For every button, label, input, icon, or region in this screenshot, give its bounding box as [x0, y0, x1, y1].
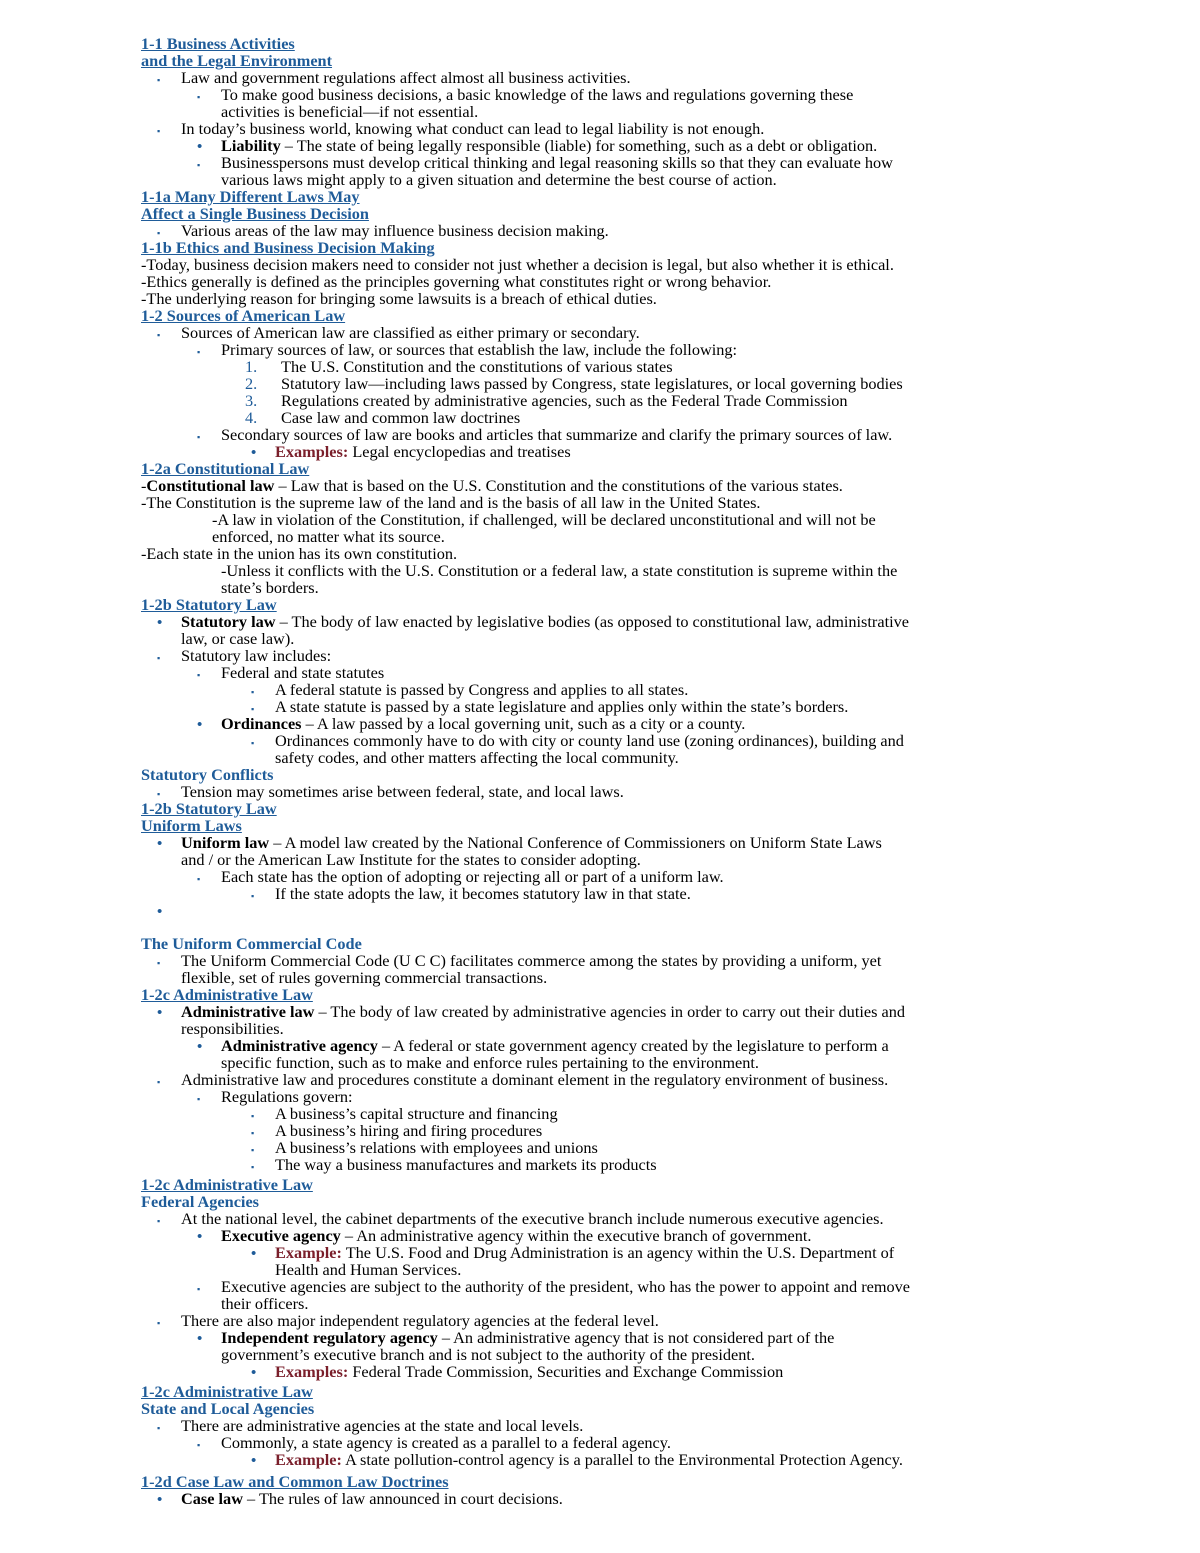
text-line	[181, 69, 631, 86]
text-run: – An administrative agency within the executive branch of government.	[340, 1226, 812, 1245]
text-run: -The underlying reason for bringing some lawsuits is a breach of ethical duties.	[141, 289, 657, 308]
text-run: Uniform Laws	[141, 816, 242, 835]
text-line	[275, 1451, 903, 1468]
bullet-marker: •	[157, 1492, 163, 1508]
text-run: 1-2 Sources of American Law	[141, 306, 346, 325]
text-line	[181, 120, 764, 137]
bullet-marker: ▪	[157, 330, 161, 340]
text-line	[275, 443, 571, 460]
term-label: Uniform law	[181, 833, 270, 852]
text-line	[281, 358, 673, 375]
bullet-marker: •	[197, 717, 203, 733]
bullet-marker: ▪	[251, 1111, 255, 1121]
section-heading	[141, 1193, 259, 1210]
text-run: -Today, business decision makers need to consider not just whether a decision is legal, but also whether it is ethical.	[141, 255, 894, 274]
example-label: Example:	[275, 1450, 342, 1469]
text-run: – Law that is based on the U.S. Constitution and the constitutions of the various states.	[274, 476, 843, 495]
text-run: Federal Trade Commission, Securities and Exchange Commission	[348, 1362, 784, 1381]
text-run: Businesspersons must develop critical thinking and legal reasoning skills so that they can evaluate how	[221, 153, 893, 172]
text-line	[221, 1088, 353, 1105]
text-line	[181, 647, 331, 664]
text-line	[221, 1037, 889, 1054]
example-label: Examples:	[275, 442, 349, 461]
text-run: If the state adopts the law, it becomes statutory law in that state.	[275, 884, 691, 903]
text-run: A business’s relations with employees and unions	[275, 1138, 598, 1157]
text-line	[221, 341, 737, 358]
text-run: Tension may sometimes arise between federal, state, and local laws.	[181, 782, 624, 801]
text-line	[281, 375, 903, 392]
text-run: state’s borders.	[221, 578, 319, 597]
text-run: safety codes, and other matters affecting the local community.	[275, 748, 679, 767]
text-run: various laws might apply to a given situation and determine the best course of action.	[221, 170, 777, 189]
bullet-marker: ▪	[251, 1145, 255, 1155]
bullet-marker: ▪	[157, 1423, 161, 1433]
text-run: A federal statute is passed by Congress and applies to all states.	[275, 680, 689, 699]
text-run: A business’s capital structure and financing	[275, 1104, 558, 1123]
text-run: Commonly, a state agency is created as a parallel to a federal agency.	[221, 1433, 671, 1452]
text-line	[141, 494, 760, 511]
bullet-marker: ▪	[197, 347, 201, 357]
text-run: Administrative law and procedures constitute a dominant element in the regulatory environment of business.	[181, 1070, 889, 1089]
text-line	[275, 1122, 542, 1139]
text-run: Ordinances commonly have to do with city or county land use (zoning ordinances), building and	[275, 731, 904, 750]
text-run: Various areas of the law may influence business decision making.	[181, 221, 609, 240]
text-line	[181, 783, 624, 800]
text-run: – A federal or state government agency created by the legislature to perform a	[377, 1036, 889, 1055]
text-line	[181, 1210, 884, 1227]
text-run: – A model law created by the National Conference of Commissioners on Uniform State Laws	[269, 833, 882, 852]
text-line	[221, 1434, 671, 1451]
text-line	[221, 426, 892, 443]
text-line	[181, 630, 294, 647]
bullet-marker: ▪	[197, 92, 201, 102]
text-run: -Each state in the union has its own constitution.	[141, 544, 458, 563]
bullet-marker: •	[251, 445, 257, 461]
text-run: -	[141, 476, 147, 495]
text-run: – A law passed by a local governing unit, such as a city or a county.	[301, 714, 746, 733]
text-line	[221, 1329, 834, 1346]
text-run: Federal and state statutes	[221, 663, 385, 682]
text-line	[221, 664, 384, 681]
bullet-marker: ▪	[157, 1318, 161, 1328]
text-run: Federal Agencies	[141, 1192, 260, 1211]
bullet-marker: ▪	[197, 1094, 201, 1104]
bullet-marker: ▪	[157, 228, 161, 238]
text-line	[141, 477, 843, 494]
text-run: Statutory Conflicts	[141, 765, 274, 784]
text-run: Case law and common law doctrines	[281, 408, 521, 427]
text-run: – The body of law enacted by legislative bodies (as opposed to constitutional law, administrative	[275, 612, 909, 631]
text-line	[275, 1105, 558, 1122]
text-run: The U.S. Constitution and the constitutions of various states	[281, 357, 673, 376]
text-line	[221, 1054, 759, 1071]
bullet-marker: ▪	[197, 874, 201, 884]
term-label: Constitutional law	[146, 476, 275, 495]
bullet-marker: ▪	[197, 1284, 201, 1294]
section-heading	[141, 52, 332, 69]
text-run: There are also major independent regulatory agencies at the federal level.	[181, 1311, 659, 1330]
example-label: Examples:	[275, 1362, 349, 1381]
list-number: 1.	[245, 357, 258, 376]
text-run: 1-2c Administrative Law	[141, 1175, 313, 1194]
text-line	[181, 851, 641, 868]
text-run: – An administrative agency that is not considered part of the	[437, 1328, 835, 1347]
text-run: and the Legal Environment	[141, 51, 333, 70]
text-run: 1-2a Constitutional Law	[141, 459, 310, 478]
bullet-marker: ▪	[197, 1440, 201, 1450]
text-line	[281, 392, 848, 409]
text-run: Executive agencies are subject to the authority of the president, who has the power to appoint and remove	[221, 1277, 911, 1296]
bullet-marker: ▪	[157, 1216, 161, 1226]
text-run: -The Constitution is the supreme law of the land and is the basis of all law in the United States.	[141, 493, 761, 512]
bullet-marker: •	[251, 1365, 257, 1381]
text-run: Health and Human Services.	[275, 1260, 462, 1279]
text-line	[181, 1490, 563, 1507]
text-line	[275, 1363, 783, 1380]
text-run: flexible, set of rules governing commercial transactions.	[181, 968, 548, 987]
text-run: Sources of American law are classified as either primary or secondary.	[181, 323, 640, 342]
text-run: Primary sources of law, or sources that establish the law, include the following:	[221, 340, 738, 359]
text-run: Regulations created by administrative agencies, such as the Federal Trade Commission	[281, 391, 848, 410]
text-line	[212, 511, 876, 528]
bullet-marker: ▪	[157, 789, 161, 799]
bullet-marker: ▪	[157, 1077, 161, 1087]
term-label: Independent regulatory agency	[221, 1328, 438, 1347]
text-line	[181, 613, 909, 630]
text-line	[212, 528, 445, 545]
text-line	[181, 969, 547, 986]
bullet-marker: ▪	[197, 670, 201, 680]
section-heading	[141, 1383, 313, 1400]
list-number: 4.	[245, 408, 258, 427]
text-run: enforced, no matter what its source.	[212, 527, 445, 546]
text-run: A state pollution-control agency is a parallel to the Environmental Protection Agency.	[341, 1450, 903, 1469]
text-run: their officers.	[221, 1294, 309, 1313]
text-line	[275, 681, 688, 698]
bullet-marker: •	[197, 1331, 203, 1347]
text-run: 1-2d Case Law and Common Law Doctrines	[141, 1472, 449, 1491]
section-heading	[141, 460, 309, 477]
text-line	[221, 1346, 755, 1363]
text-run: law, or case law).	[181, 629, 295, 648]
text-run: – The state of being legally responsible (liable) for something, such as a debt or obligation.	[280, 136, 878, 155]
text-line	[275, 698, 848, 715]
text-line	[221, 562, 897, 579]
text-line	[221, 137, 877, 154]
text-run: -Ethics generally is defined as the principles governing what constitutes right or wrong behavior.	[141, 272, 772, 291]
text-run: – The body of law created by administrative agencies in order to carry out their duties and	[314, 1002, 906, 1021]
text-run: There are administrative agencies at the state and local levels.	[181, 1416, 584, 1435]
text-run: Secondary sources of law are books and articles that summarize and clarify the primary sources of law.	[221, 425, 893, 444]
bullet-marker: ▪	[157, 958, 161, 968]
bullet-marker: •	[157, 904, 163, 920]
text-line	[221, 1227, 811, 1244]
text-run: 1-2b Statutory Law	[141, 595, 277, 614]
section-heading	[141, 935, 362, 952]
bullet-marker: ▪	[251, 704, 255, 714]
text-run: A state statute is passed by a state legislature and applies only within the state’s borders.	[275, 697, 849, 716]
bullet-marker: •	[157, 615, 163, 631]
term-label: Statutory law	[181, 612, 276, 631]
text-run: Each state has the option of adopting or rejecting all or part of a uniform law.	[221, 867, 724, 886]
bullet-marker: ▪	[157, 126, 161, 136]
text-line	[181, 1312, 659, 1329]
text-run: 1-1a Many Different Laws May	[141, 187, 360, 206]
text-run: -A law in violation of the Constitution, if challenged, will be declared unconstitutional and will not be	[212, 510, 876, 529]
section-heading	[141, 35, 295, 52]
section-heading	[141, 1400, 314, 1417]
text-run: responsibilities.	[181, 1019, 284, 1038]
text-line	[275, 885, 691, 902]
term-label: Executive agency	[221, 1226, 341, 1245]
section-heading	[141, 307, 345, 324]
text-run: – The rules of law announced in court decisions.	[242, 1489, 563, 1508]
bullet-marker: ▪	[197, 432, 201, 442]
bullet-marker: •	[197, 1039, 203, 1055]
text-line	[141, 256, 894, 273]
section-heading	[141, 596, 277, 613]
section-heading	[141, 188, 360, 205]
bullet-marker: •	[197, 1229, 203, 1245]
text-run: The U.S. Food and Drug Administration is an agency within the U.S. Department of	[341, 1243, 895, 1262]
bullet-marker: ▪	[197, 160, 201, 170]
text-line	[181, 222, 609, 239]
text-line	[221, 171, 777, 188]
text-line	[221, 579, 319, 596]
bullet-marker: ▪	[157, 653, 161, 663]
example-label: Example:	[275, 1243, 342, 1262]
bullet-marker: ▪	[251, 1162, 255, 1172]
text-line	[275, 1139, 598, 1156]
text-run: specific function, such as to make and enforce rules pertaining to the environment.	[221, 1053, 760, 1072]
text-run: The way a business manufactures and markets its products	[275, 1155, 657, 1174]
text-run: In today’s business world, knowing what conduct can lead to legal liability is not enough.	[181, 119, 765, 138]
text-line	[181, 1071, 888, 1088]
bullet-marker: ▪	[157, 75, 161, 85]
text-run: Statutory law includes:	[181, 646, 332, 665]
term-label: Case law	[181, 1489, 243, 1508]
text-run: government’s executive branch and is not subject to the authority of the president.	[221, 1345, 755, 1364]
bullet-marker: •	[251, 1246, 257, 1262]
text-line	[275, 1156, 657, 1173]
text-run: Affect a Single Business Decision	[141, 204, 369, 223]
text-line	[141, 273, 771, 290]
text-run: 1-2b Statutory Law	[141, 799, 277, 818]
text-line	[181, 324, 640, 341]
term-label: Liability	[221, 136, 281, 155]
bullet-marker: ▪	[251, 738, 255, 748]
text-run: The Uniform Commercial Code	[141, 934, 362, 953]
text-line	[275, 1244, 894, 1261]
text-run: 1-2c Administrative Law	[141, 1382, 313, 1401]
text-line	[275, 732, 904, 749]
text-line	[221, 868, 724, 885]
text-line	[181, 952, 881, 969]
text-run: and / or the American Law Institute for the states to consider adopting.	[181, 850, 641, 869]
section-heading	[141, 986, 313, 1003]
section-heading	[141, 205, 369, 222]
bullet-marker: ▪	[251, 891, 255, 901]
bullet-marker: •	[251, 1453, 257, 1469]
text-line	[275, 1261, 461, 1278]
section-heading	[141, 817, 242, 834]
text-line	[141, 290, 657, 307]
text-line	[281, 409, 520, 426]
text-line	[221, 715, 745, 732]
text-run: 1-1b Ethics and Business Decision Making	[141, 238, 435, 257]
text-run: Regulations govern:	[221, 1087, 353, 1106]
text-run: Legal encyclopedias and treatises	[348, 442, 571, 461]
text-line	[181, 1417, 583, 1434]
text-run: 1-1 Business Activities	[141, 34, 295, 53]
section-heading	[141, 766, 274, 783]
text-run: 1-2c Administrative Law	[141, 985, 313, 1004]
text-run: -Unless it conflicts with the U.S. Constitution or a federal law, a state constitution is supreme within the	[221, 561, 898, 580]
bullet-marker: ▪	[251, 687, 255, 697]
bullet-marker: •	[197, 139, 203, 155]
text-line	[221, 103, 478, 120]
text-line	[221, 154, 893, 171]
list-number: 3.	[245, 391, 258, 410]
text-run: The Uniform Commercial Code (U C C) facilitates commerce among the states by providing a uniform, yet	[181, 951, 882, 970]
text-line	[221, 1295, 308, 1312]
bullet-marker: •	[157, 1005, 163, 1021]
list-number: 2.	[245, 374, 258, 393]
text-run: A business’s hiring and firing procedures	[275, 1121, 543, 1140]
section-heading	[141, 1473, 449, 1490]
text-run: At the national level, the cabinet departments of the executive branch include numerous executive agencies.	[181, 1209, 884, 1228]
text-run: Law and government regulations affect almost all business activities.	[181, 68, 631, 87]
text-run: activities is beneficial—if not essential.	[221, 102, 479, 121]
text-line	[181, 834, 882, 851]
section-heading	[141, 239, 435, 256]
term-label: Administrative agency	[221, 1036, 378, 1055]
bullet-marker: •	[157, 836, 163, 852]
text-run: To make good business decisions, a basic knowledge of the laws and regulations governing these	[221, 85, 854, 104]
text-line	[141, 545, 457, 562]
text-line	[221, 1278, 910, 1295]
text-run: State and Local Agencies	[141, 1399, 315, 1418]
bullet-marker: ▪	[251, 1128, 255, 1138]
term-label: Administrative law	[181, 1002, 315, 1021]
text-line	[181, 1020, 284, 1037]
text-line	[181, 1003, 905, 1020]
text-run: Statutory law—including laws passed by Congress, state legislatures, or local governing bodies	[281, 374, 903, 393]
section-heading	[141, 1176, 313, 1193]
text-line	[221, 86, 853, 103]
text-line	[275, 749, 679, 766]
section-heading	[141, 800, 277, 817]
term-label: Ordinances	[221, 714, 302, 733]
